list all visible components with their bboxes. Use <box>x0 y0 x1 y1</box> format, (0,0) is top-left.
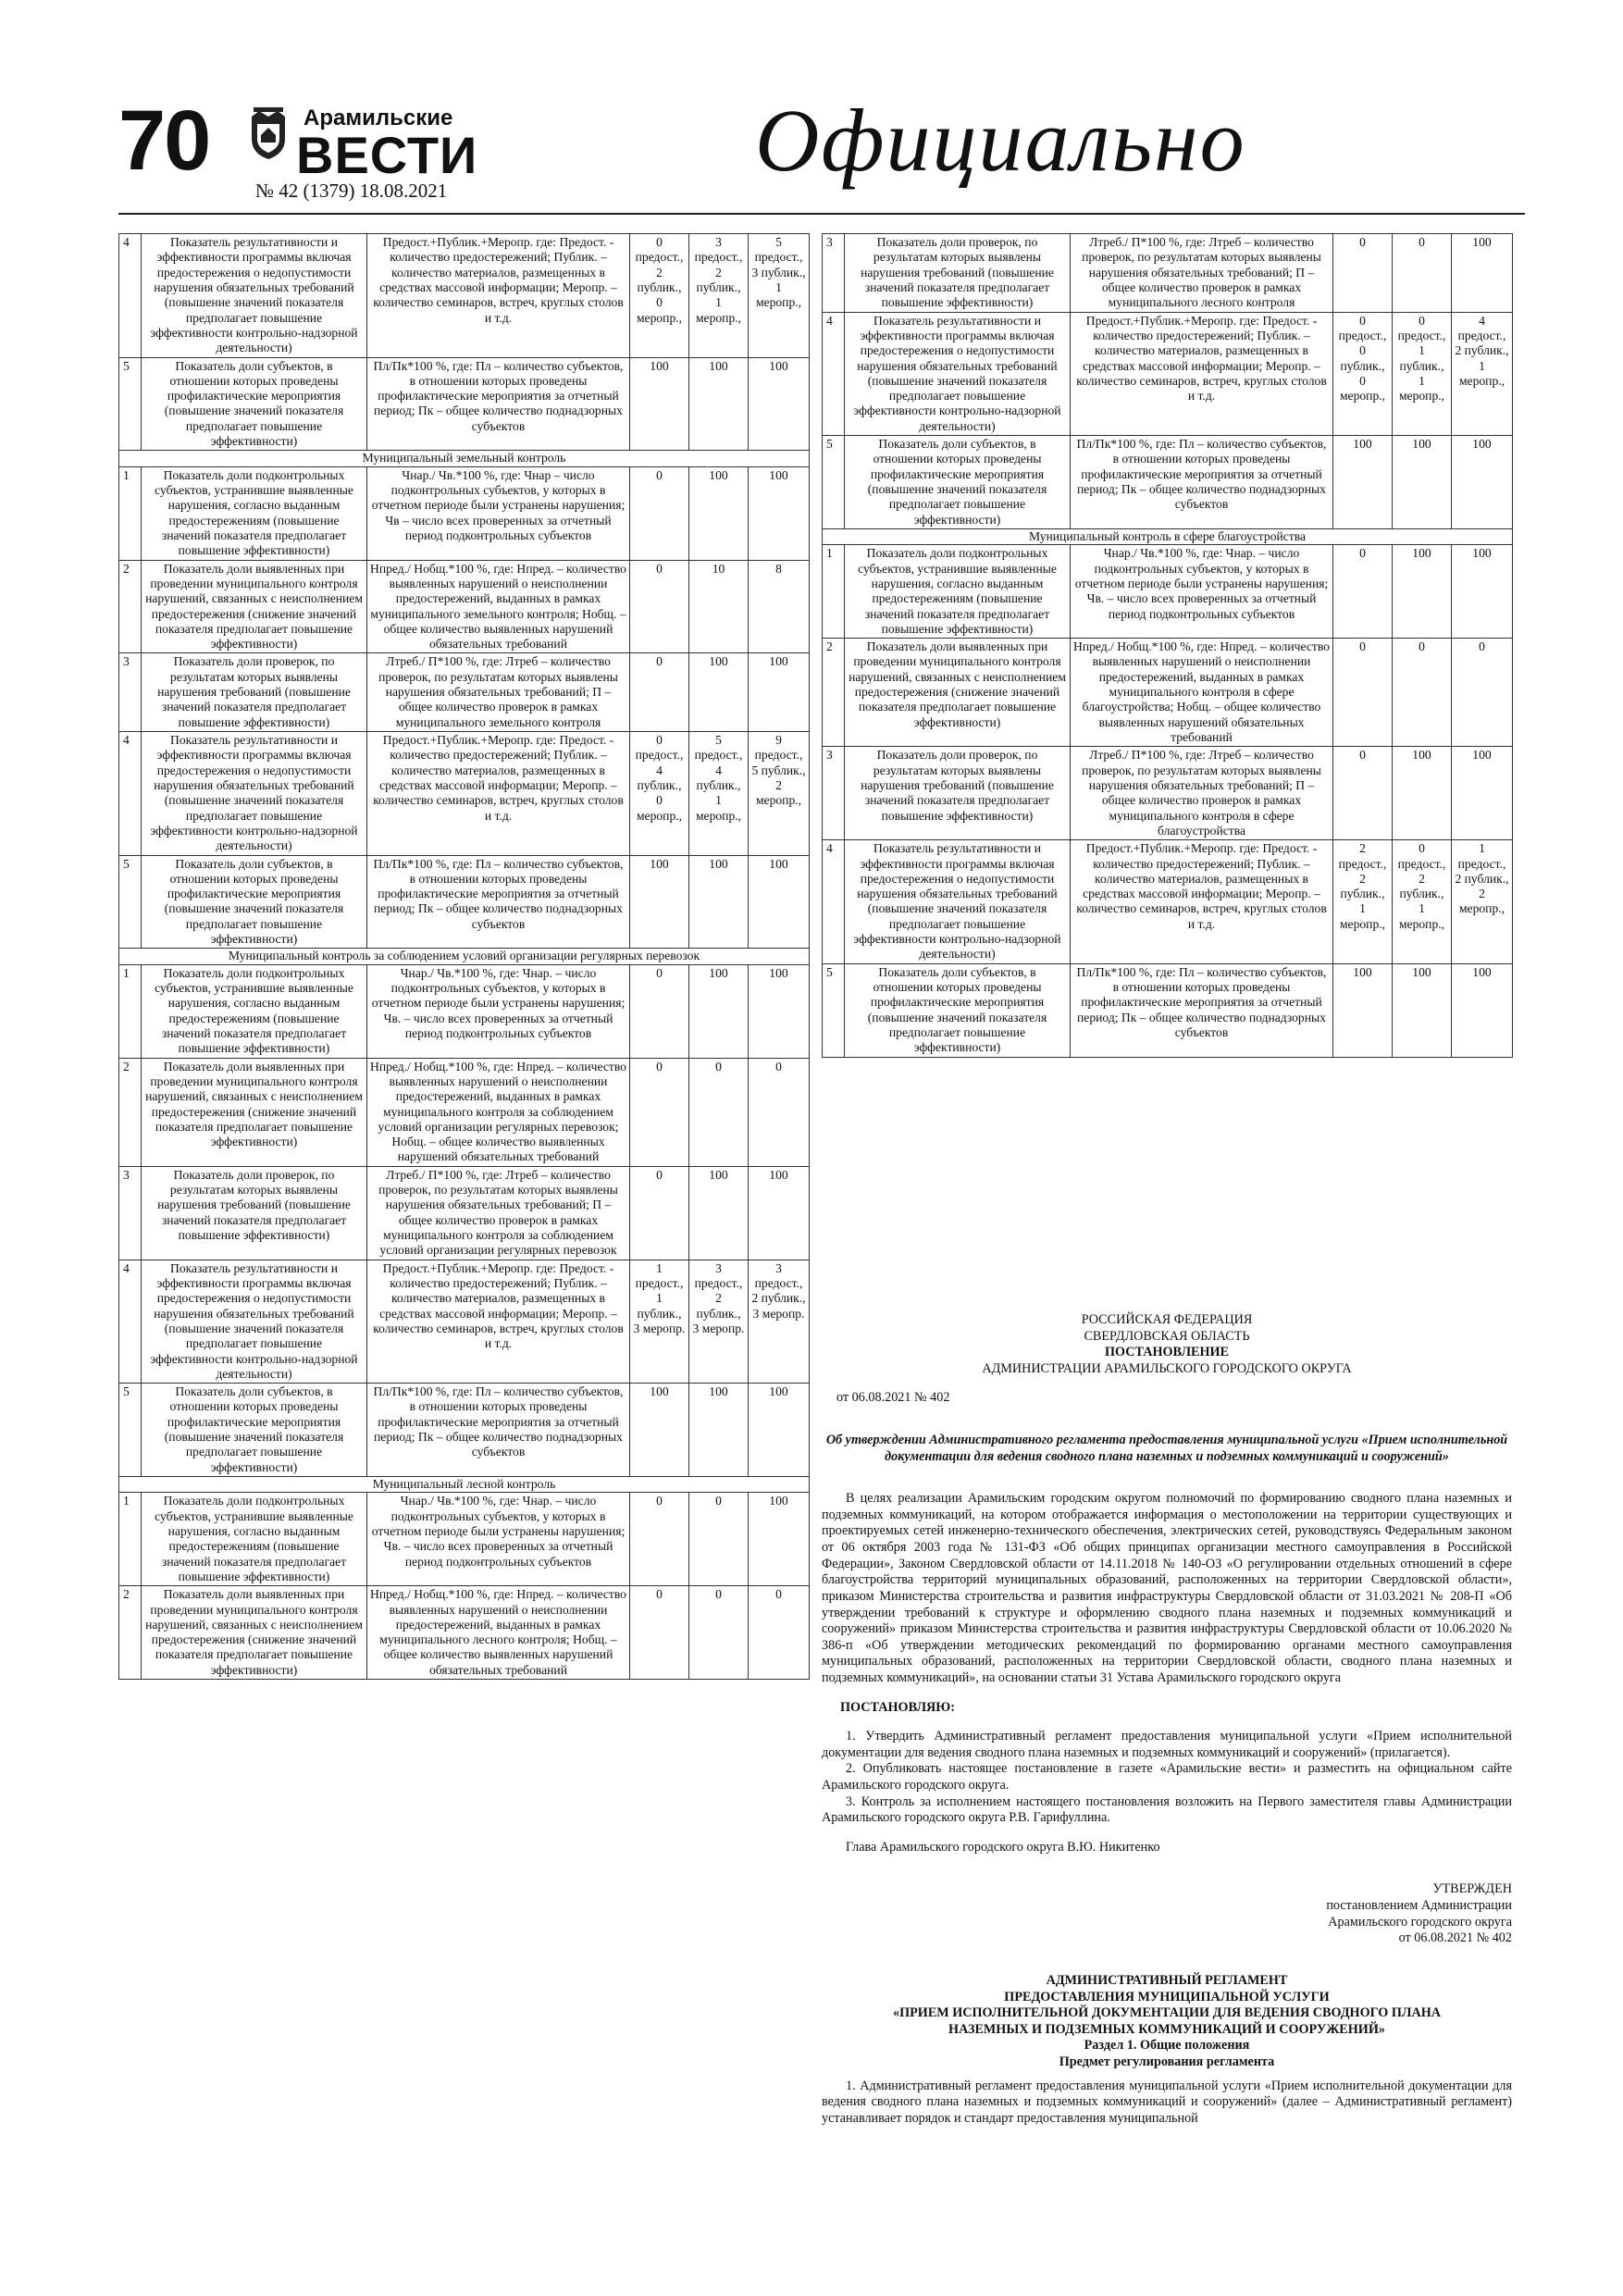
row-number: 1 <box>823 545 845 639</box>
group-title: Муниципальный лесной контроль <box>119 1477 810 1493</box>
indicators-table-right <box>822 233 1513 1058</box>
indicator-formula: Предост.+Публик.+Меропр. где: Предост. - количество предостережений; Публик. – количество материалов, размещенных в средствах массовой информации; Меропр. – количество семинаров, встреч, круглых столов и т.д. <box>367 1260 630 1384</box>
indicator-formula: Пл/Пк*100 %, где: Пл – количество субъектов, в отношении которых проведены профилактические мероприятия за отчетный период; Пк – общее количество поднадзорных субъектов <box>367 1384 630 1477</box>
indicator-name: Показатель доли выявленных при проведении муниципального контроля нарушений, связанных с неисполнением предостережения (снижение значений показателя предполагает повышение эффективности) <box>845 639 1071 747</box>
indicator-formula: Нпред./ Нобщ.*100 %, где: Нпред. – количество выявленных нарушений о неисполнении предостережений, выданных в рамках муниципального лесного контроля; Нобщ. – общее количество выявленных нарушений обязательных требований <box>367 1586 630 1680</box>
row-number: 1 <box>119 1493 142 1586</box>
resolution-date: от 06.08.2021 № 402 <box>836 1390 950 1406</box>
indicator-formula: Пл/Пк*100 %, где: Пл – количество субъектов, в отношении которых проведены профилактические мероприятия за отчетный период; Пк – общее количество поднадзорных субъектов <box>1071 436 1333 529</box>
row-number: 4 <box>119 1260 142 1384</box>
indicators-table-right-body <box>823 234 1513 1058</box>
row-number: 1 <box>119 466 142 560</box>
value-cell: 0 <box>630 1586 689 1680</box>
value-cell: 100 <box>689 357 749 451</box>
value-cell: 100 <box>749 466 810 560</box>
value-cell: 100 <box>1393 963 1452 1057</box>
resolution-item: 1. Утвердить Административный регламент предоставления муниципальной услуги «Прием исполнительной документации для ведения сводного плана наземных и подземных коммуникаций и сооружений» (прилагается). <box>822 1729 1512 1760</box>
table-row <box>119 466 810 560</box>
table-row <box>823 234 1513 313</box>
value-cell: 0 <box>749 1058 810 1166</box>
indicator-name: Показатель доли субъектов, в отношении которых проведены профилактические мероприятия (повышение значений показателя предполагает повышение эффективности) <box>845 436 1071 529</box>
indicator-name: Показатель результативности и эффективности программы включая предостережения о недопустимости нарушения обязательных требований (повышение значений показателя предполагает повышение эффективности контрольно-надзорной деятельности) <box>142 234 367 358</box>
value-cell: 0 <box>630 560 689 653</box>
indicator-formula: Лтреб./ П*100 %, где: Лтреб – количество проверок, по результатам которых выявлены нарушения обязательных требований; П – общее количество проверок в рамках муниципального контроля за соблюдением условий организации регулярных перевозок <box>367 1166 630 1260</box>
value-cell: 100 <box>1333 436 1393 529</box>
indicator-name: Показатель доли выявленных при проведении муниципального контроля нарушений, связанных с неисполнением предостережения (снижение значений показателя предполагает повышение эффективности) <box>142 560 367 653</box>
value-cell: 3 предост., 2 публик., 3 меропр. <box>749 1260 810 1384</box>
value-cell: 0 <box>1452 639 1513 747</box>
row-number: 2 <box>119 1586 142 1680</box>
value-cell: 100 <box>1452 747 1513 840</box>
table-group-row <box>119 1477 810 1493</box>
indicator-name: Показатель доли проверок, по результатам которых выявлены нарушения требований (повышение значений показателя предполагает повышение эффективности) <box>142 1166 367 1260</box>
value-cell: 0 <box>1333 747 1393 840</box>
masthead-rule <box>118 213 1525 215</box>
value-cell: 5 предост., 4 публик., 1 меропр., <box>689 732 749 856</box>
value-cell: 0 <box>1393 639 1452 747</box>
row-number: 2 <box>823 639 845 747</box>
value-cell: 100 <box>1452 545 1513 639</box>
value-cell: 100 <box>689 964 749 1058</box>
value-cell: 100 <box>689 855 749 949</box>
indicator-formula: Предост.+Публик.+Меропр. где: Предост. - количество предостережений; Публик. – количество материалов, размещенных в средствах массовой информации; Меропр. – количество семинаров, встреч, круглых столов и т.д. <box>1071 840 1333 964</box>
table-row <box>119 357 810 451</box>
issue-info: № 42 (1379) 18.08.2021 <box>255 180 448 202</box>
resolution-title: Об утверждении Административного регламента предоставления муниципальной услуги «Прием исполнительной документации для ведения сводного плана наземных и подземных коммуникаций и сооружений» <box>825 1433 1508 1464</box>
row-number: 5 <box>119 357 142 451</box>
table-group-row <box>119 949 810 964</box>
value-cell: 100 <box>689 1166 749 1260</box>
row-number: 4 <box>823 840 845 964</box>
value-cell: 3 предост., 2 публик., 1 меропр., <box>689 234 749 358</box>
logo-big-text: ВЕСТИ <box>296 126 478 184</box>
value-cell: 0 <box>630 1493 689 1586</box>
value-cell: 2 предост., 2 публик., 1 меропр., <box>1333 840 1393 964</box>
indicator-name: Показатель доли субъектов, в отношении которых проведены профилактические мероприятия (повышение значений показателя предполагает повышение эффективности) <box>142 1384 367 1477</box>
indicator-formula: Лтреб./ П*100 %, где: Лтреб – количество проверок, по результатам которых выявлены нарушения обязательных требований; П – общее количество проверок в рамках муниципального земельного контроля <box>367 653 630 732</box>
regulation-first-paragraph: 1. Административный регламент предоставления муниципальной услуги «Прием исполнительной документации для ведения сводного плана наземных и подземных коммуникаций и сооружений» (далее – Административный регламент) устанавливает порядок и стандарт предоставления муниципальной <box>822 2078 1512 2126</box>
row-number: 4 <box>119 732 142 856</box>
value-cell: 100 <box>1452 234 1513 313</box>
indicator-name: Показатель доли проверок, по результатам которых выявлены нарушения требований (повышение значений показателя предполагает повышение эффективности) <box>845 747 1071 840</box>
resolution-item: 2. Опубликовать настоящее постановление в газете «Арамильские вести» и разместить на официальном сайте Арамильского городского округа. <box>822 1761 1512 1793</box>
table-row <box>823 436 1513 529</box>
indicator-formula: Нпред./ Нобщ.*100 %, где: Нпред. – количество выявленных нарушений о неисполнении предостережений, выданных в рамках муниципального контроля за соблюдением условий организации регулярных перевозок; Нобщ. – общее количество выявленных нарушений обязательных требований <box>367 1058 630 1166</box>
value-cell: 100 <box>749 357 810 451</box>
row-number: 3 <box>823 747 845 840</box>
indicator-formula: Предост.+Публик.+Меропр. где: Предост. - количество предостережений; Публик. – количество материалов, размещенных в средствах массовой информации; Меропр. – количество семинаров, встреч, круглых столов и т.д. <box>367 732 630 856</box>
table-row <box>823 747 1513 840</box>
value-cell: 0 <box>1333 545 1393 639</box>
table-row <box>119 964 810 1058</box>
value-cell: 100 <box>749 1166 810 1260</box>
row-number: 2 <box>119 560 142 653</box>
value-cell: 0 <box>689 1493 749 1586</box>
document-header <box>822 1312 1512 1377</box>
value-cell: 4 предост., 2 публик., 1 меропр., <box>1452 312 1513 436</box>
value-cell: 100 <box>1333 963 1393 1057</box>
resolve-heading: ПОСТАНОВЛЯЮ: <box>840 1699 956 1715</box>
indicators-table-left <box>118 233 810 1680</box>
resolution-item: 3. Контроль за исполнением настоящего постановления возложить на Первого заместителя главы Администрации Арамильского городского округа Р.В. Гарифуллина. <box>822 1793 1512 1826</box>
value-cell: 100 <box>689 466 749 560</box>
group-title: Муниципальный контроль в сфере благоустройства <box>823 528 1513 544</box>
value-cell: 0 предост., 0 публик., 0 меропр., <box>1333 312 1393 436</box>
table-row <box>119 1384 810 1477</box>
coat-of-arms-icon <box>248 107 289 161</box>
section-title: Официально <box>755 91 1246 190</box>
indicator-name: Показатель доли выявленных при проведении муниципального контроля нарушений, связанных с неисполнением предостережения (снижение значений показателя предполагает повышение эффективности) <box>142 1586 367 1680</box>
group-title: Муниципальный земельный контроль <box>119 451 810 466</box>
value-cell: 100 <box>1452 436 1513 529</box>
value-cell: 100 <box>749 855 810 949</box>
table-group-row <box>119 451 810 466</box>
value-cell: 0 <box>1333 639 1393 747</box>
indicator-formula: Предост.+Публик.+Меропр. где: Предост. - количество предостережений; Публик. – количество материалов, размещенных в средствах массовой информации; Меропр. – количество семинаров, встреч, круглых столов и т.д. <box>367 234 630 358</box>
indicator-name: Показатель результативности и эффективности программы включая предостережения о недопустимости нарушения обязательных требований (повышение значений показателя предполагает повышение эффективности контрольно-надзорной деятельности) <box>142 732 367 856</box>
indicator-formula: Чнар./ Чв.*100 %, где: Чнар. – число подконтрольных субъектов, у которых в отчетном периоде были устранены нарушения; Чв. – число всех проверенных за отчетный период подконтрольных субъектов <box>367 1493 630 1586</box>
value-cell: 0 <box>1333 234 1393 313</box>
indicator-name: Показатель доли выявленных при проведении муниципального контроля нарушений, связанных с неисполнением предостережения (снижение значений показателя предполагает повышение эффективности) <box>142 1058 367 1166</box>
value-cell: 100 <box>630 357 689 451</box>
value-cell: 100 <box>689 653 749 732</box>
value-cell: 8 <box>749 560 810 653</box>
value-cell: 100 <box>1393 436 1452 529</box>
value-cell: 5 предост., 3 публик., 1 меропр., <box>749 234 810 358</box>
value-cell: 10 <box>689 560 749 653</box>
table-row <box>119 560 810 653</box>
value-cell: 100 <box>749 964 810 1058</box>
header-line: РОССИЙСКАЯ ФЕДЕРАЦИЯ <box>1081 1312 1253 1327</box>
table-row <box>119 1260 810 1384</box>
row-number: 3 <box>119 1166 142 1260</box>
value-cell: 1 предост., 2 публик., 2 меропр., <box>1452 840 1513 964</box>
row-number: 4 <box>823 312 845 436</box>
approval-line: от 06.08.2021 № 402 <box>1398 1930 1512 1946</box>
indicator-name: Показатель доли субъектов, в отношении которых проведены профилактические мероприятия (повышение значений показателя предполагает повышение эффективности) <box>845 963 1071 1057</box>
regulation-title-line: НАЗЕМНЫХ И ПОДЗЕМНЫХ КОММУНИКАЦИЙ И СООРУЖЕНИЙ» <box>948 2021 1385 2037</box>
indicator-name: Показатель доли проверок, по результатам которых выявлены нарушения требований (повышение значений показателя предполагает повышение эффективности) <box>142 653 367 732</box>
table-row <box>823 639 1513 747</box>
table-group-row <box>823 528 1513 544</box>
masthead <box>118 93 1525 211</box>
value-cell: 0 <box>630 1058 689 1166</box>
row-number: 1 <box>119 964 142 1058</box>
header-line: СВЕРДЛОВСКАЯ ОБЛАСТЬ <box>1084 1328 1250 1344</box>
table-row <box>119 1493 810 1586</box>
row-number: 4 <box>119 234 142 358</box>
row-number: 2 <box>119 1058 142 1166</box>
table-row <box>119 1058 810 1166</box>
row-number: 3 <box>119 653 142 732</box>
row-number: 5 <box>119 855 142 949</box>
indicator-formula: Пл/Пк*100 %, где: Пл – количество субъектов, в отношении которых проведены профилактические мероприятия за отчетный период; Пк – общее количество поднадзорных субъектов <box>367 357 630 451</box>
table-row <box>119 855 810 949</box>
approval-line: Арамильского городского округа <box>1328 1914 1512 1930</box>
regulation-title-line: Раздел 1. Общие положения <box>1084 2038 1250 2054</box>
approval-line: постановлением Администрации <box>1326 1898 1512 1914</box>
value-cell: 0 <box>689 1058 749 1166</box>
indicator-formula: Нпред./ Нобщ.*100 %, где: Нпред. – количество выявленных нарушений о неисполнении предостережений, выданных в рамках муниципального земельного контроля; Нобщ. – общее количество выявленных нарушений обязательных требований <box>367 560 630 653</box>
indicator-name: Показатель результативности и эффективности программы включая предостережения о недопустимости нарушения обязательных требований (повышение значений показателя предполагает повышение эффективности контрольно-надзорной деятельности) <box>845 312 1071 436</box>
indicator-formula: Чнар./ Чв.*100 %, где: Чнар. – число подконтрольных субъектов, у которых в отчетном периоде были устранены нарушения; Чв. – число всех проверенных за отчетный период подконтрольных субъектов <box>367 964 630 1058</box>
table-row <box>119 234 810 358</box>
indicator-formula: Нпред./ Нобщ.*100 %, где: Нпред. – количество выявленных нарушений о неисполнении предостережений, выданных в рамках муниципального контроля в сфере благоустройства; Нобщ. – общее количество выявленных нарушений обязательных требований <box>1071 639 1333 747</box>
group-title: Муниципальный контроль за соблюдением условий организации регулярных перевозок <box>119 949 810 964</box>
indicator-formula: Лтреб./ П*100 %, где: Лтреб – количество проверок, по результатам которых выявлены нарушения обязательных требований; П – общее количество проверок в рамках муниципального контроля в сфере благоустройства <box>1071 747 1333 840</box>
value-cell: 9 предост., 5 публик., 2 меропр., <box>749 732 810 856</box>
value-cell: 1 предост., 1 публик., 3 меропр. <box>630 1260 689 1384</box>
indicator-name: Показатель доли подконтрольных субъектов, устранившие выявленные нарушения, согласно выданным предостережениям (повышение значений показателя предполагает повышение эффективности) <box>142 466 367 560</box>
indicator-name: Показатель доли субъектов, в отношении которых проведены профилактические мероприятия (повышение значений показателя предполагает повышение эффективности) <box>142 357 367 451</box>
regulation-title-line: Предмет регулирования регламента <box>1059 2054 1275 2069</box>
value-cell: 100 <box>749 1384 810 1477</box>
header-line: ПОСТАНОВЛЕНИЕ <box>1104 1345 1230 1360</box>
indicator-formula: Чнар./ Чв.*100 %, где: Чнар. – число подконтрольных субъектов, у которых в отчетном периоде были устранены нарушения; Чв. – число всех проверенных за отчетный период подконтрольных субъектов <box>1071 545 1333 639</box>
value-cell: 0 <box>630 964 689 1058</box>
value-cell: 100 <box>1452 963 1513 1057</box>
indicators-table-left-body <box>119 234 810 1680</box>
indicator-name: Показатель доли субъектов, в отношении которых проведены профилактические мероприятия (повышение значений показателя предполагает повышение эффективности) <box>142 855 367 949</box>
indicator-formula: Лтреб./ П*100 %, где: Лтреб – количество проверок, по результатам которых выявлены нарушения обязательных требований; П – общее количество проверок в рамках муниципального лесного контроля <box>1071 234 1333 313</box>
table-row <box>823 312 1513 436</box>
value-cell: 0 <box>630 653 689 732</box>
signature: Глава Арамильского городского округа В.Ю. Никитенко <box>846 1839 1160 1855</box>
value-cell: 0 <box>689 1586 749 1680</box>
logo-small-text: Арамильские <box>304 105 453 130</box>
value-cell: 0 <box>630 466 689 560</box>
row-number: 5 <box>119 1384 142 1477</box>
value-cell: 100 <box>749 1493 810 1586</box>
row-number: 5 <box>823 963 845 1057</box>
value-cell: 100 <box>1393 747 1452 840</box>
value-cell: 100 <box>630 1384 689 1477</box>
value-cell: 100 <box>749 653 810 732</box>
table-row <box>119 732 810 856</box>
table-row <box>119 1586 810 1680</box>
regulation-title-line: АДМИНИСТРАТИВНЫЙ РЕГЛАМЕНТ <box>1046 1972 1288 1988</box>
value-cell: 0 <box>1393 234 1452 313</box>
approval-line: УТВЕРЖДЕН <box>1432 1881 1512 1897</box>
indicator-formula: Пл/Пк*100 %, где: Пл – количество субъектов, в отношении которых проведены профилактические мероприятия за отчетный период; Пк – общее количество поднадзорных субъектов <box>367 855 630 949</box>
table-row <box>823 545 1513 639</box>
table-row <box>823 963 1513 1057</box>
indicator-name: Показатель доли подконтрольных субъектов, устранившие выявленные нарушения, согласно выданным предостережениям (повышение значений показателя предполагает повышение эффективности) <box>142 1493 367 1586</box>
approval-block <box>822 1881 1512 1946</box>
indicator-name: Показатель доли проверок, по результатам которых выявлены нарушения требований (повышение значений показателя предполагает повышение эффективности) <box>845 234 1071 313</box>
regulation-title <box>822 1973 1512 2071</box>
value-cell: 100 <box>630 855 689 949</box>
header-line: АДМИНИСТРАЦИИ АРАМИЛЬСКОГО ГОРОДСКОГО ОКРУГА <box>982 1360 1352 1376</box>
value-cell: 0 предост., 1 публик., 1 меропр., <box>1393 312 1452 436</box>
value-cell: 0 предост., 2 публик., 0 меропр., <box>630 234 689 358</box>
preamble: В целях реализации Арамильским городским округом полномочий по формированию сводного плана наземных и подземных коммуникаций, на котором отображается информация о местоположении на территории существующих и проектируемых сетей инженерно-технического обеспечения, электрических сетей, руководствуясь Федеральным законом от 06 октября 2003 года № 131-ФЗ «Об общих принципах организации местного самоуправления в Российской Федерации», Законом Свердловской области от 14.11.2018 № 140-ОЗ «О регулировании отдельных отношений в сфере благоустройства территорий муниципальных образований, расположенных на территории Свердловской области», приказом Министерства строительства и развития инфраструктуры Свердловской области от 31.03.2021 № 208-П «Об утверждении требований к структуре и оформлению сводного плана наземных и подземных коммуникаций и сооружений» приказом Министерства строительства и развития инфраструктуры Свердловской области от 10.06.2020 № 386-п «Об утверждении методических рекомендаций по формированию органами местного самоуправления муниципальных образований, расположенных на территории Свердловской области, сводного плана наземных и подземных коммуникаций», на основании статьи 31 Устава Арамильского городского округа <box>822 1491 1512 1685</box>
page-number: 70 <box>118 93 210 188</box>
regulation-title-line: ПРЕДОСТАВЛЕНИЯ МУНИЦИПАЛЬНОЙ УСЛУГИ <box>1004 1989 1330 2004</box>
value-cell: 0 предост., 2 публик., 1 меропр., <box>1393 840 1452 964</box>
indicator-name: Показатель доли подконтрольных субъектов, устранившие выявленные нарушения, согласно выданным предостережениям (повышение значений показателя предполагает повышение эффективности) <box>142 964 367 1058</box>
value-cell: 100 <box>689 1384 749 1477</box>
value-cell: 3 предост., 2 публик., 3 меропр. <box>689 1260 749 1384</box>
row-number: 5 <box>823 436 845 529</box>
value-cell: 0 <box>630 1166 689 1260</box>
indicator-name: Показатель результативности и эффективности программы включая предостережения о недопустимости нарушения обязательных требований (повышение значений показателя предполагает повышение эффективности контрольно-надзорной деятельности) <box>142 1260 367 1384</box>
value-cell: 100 <box>1393 545 1452 639</box>
value-cell: 0 <box>749 1586 810 1680</box>
table-row <box>823 840 1513 964</box>
indicator-name: Показатель результативности и эффективности программы включая предостережения о недопустимости нарушения обязательных требований (повышение значений показателя предполагает повышение эффективности контрольно-надзорной деятельности) <box>845 840 1071 964</box>
indicator-formula: Пл/Пк*100 %, где: Пл – количество субъектов, в отношении которых проведены профилактические мероприятия за отчетный период; Пк – общее количество поднадзорных субъектов <box>1071 963 1333 1057</box>
table-row <box>119 653 810 732</box>
row-number: 3 <box>823 234 845 313</box>
indicator-formula: Предост.+Публик.+Меропр. где: Предост. - количество предостережений; Публик. – количество материалов, размещенных в средствах массовой информации; Меропр. – количество семинаров, встреч, круглых столов и т.д. <box>1071 312 1333 436</box>
resolution-document <box>822 1312 1512 2127</box>
value-cell: 0 предост., 4 публик., 0 меропр., <box>630 732 689 856</box>
indicator-formula: Чнар./ Чв.*100 %, где: Чнар – число подконтрольных субъектов, у которых в отчетном периоде были устранены нарушения; Чв – число всех проверенных за отчетный период подконтрольных субъектов <box>367 466 630 560</box>
indicator-name: Показатель доли подконтрольных субъектов, устранившие выявленные нарушения, согласно выданным предостережениям (повышение значений показателя предполагает повышение эффективности) <box>845 545 1071 639</box>
table-row <box>119 1166 810 1260</box>
regulation-title-line: «ПРИЕМ ИСПОЛНИТЕЛЬНОЙ ДОКУМЕНТАЦИИ ДЛЯ ВЕДЕНИЯ СВОДНОГО ПЛАНА <box>892 2005 1441 2021</box>
